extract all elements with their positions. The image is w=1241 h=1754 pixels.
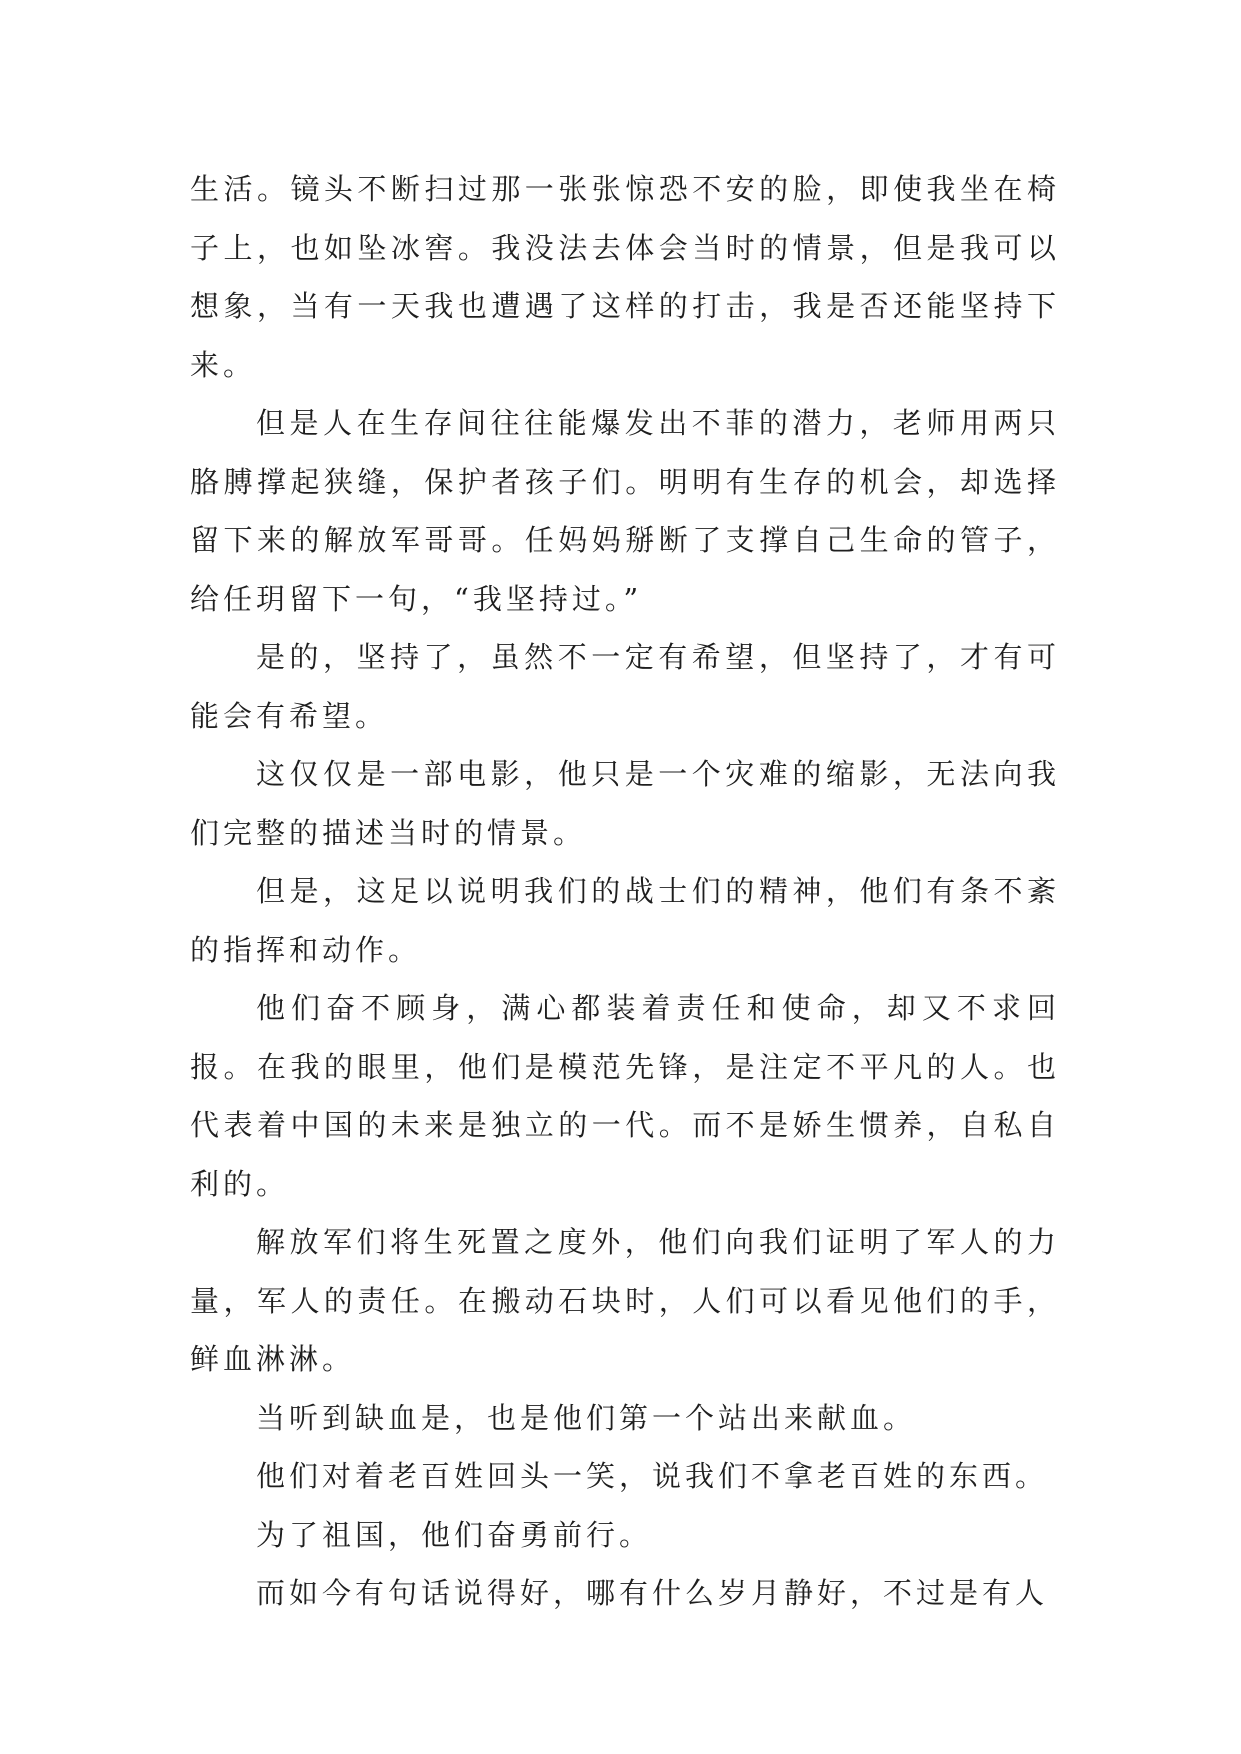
paragraph: 解放军们将生死置之度外，他们向我们证明了军人的力量，军人的责任。在搬动石块时，人们可以看见他们的手，鲜血淋淋。	[190, 1225, 1060, 1376]
paragraph: 生活。镜头不断扫过那一张张惊恐不安的脸，即使我坐在椅子上，也如坠冰窖。我没法去体会当时的情景，但是我可以想象，当有一天我也遭遇了这样的打击，我是否还能坚持下来。	[190, 172, 1060, 382]
paragraph: 是的，坚持了，虽然不一定有希望，但坚持了，才有可能会有希望。	[190, 640, 1060, 733]
document-body	[190, 160, 1060, 1623]
paragraph: 为了祖国，他们奋勇前行。	[256, 1517, 653, 1552]
paragraph: 当听到缺血是，也是他们第一个站出来献血。	[256, 1400, 917, 1435]
paragraph: 这仅仅是一部电影，他只是一个灾难的缩影，无法向我们完整的描述当时的情景。	[190, 757, 1060, 850]
paragraph: 而如今有句话说得好，哪有什么岁月静好，不过是有人	[256, 1576, 1049, 1610]
paragraph: 但是，这足以说明我们的战士们的精神，他们有条不紊的指挥和动作。	[190, 874, 1060, 967]
paragraph: 他们对着老百姓回头一笑，说我们不拿老百姓的东西。	[256, 1459, 1049, 1493]
paragraph: 他们奋不顾身，满心都装着责任和使命，却又不求回报。在我的眼里，他们是模范先锋，是注定不平凡的人。也代表着中国的未来是独立的一代。而不是娇生惯养，自私自利的。	[190, 991, 1060, 1201]
paragraph: 但是人在生存间往往能爆发出不菲的潜力，老师用两只胳膊撑起狭缝，保护者孩子们。明明有生存的机会，却选择留下来的解放军哥哥。任妈妈掰断了支撑自己生命的管子，给任玥留下一句，“我坚持过。”	[190, 406, 1060, 616]
